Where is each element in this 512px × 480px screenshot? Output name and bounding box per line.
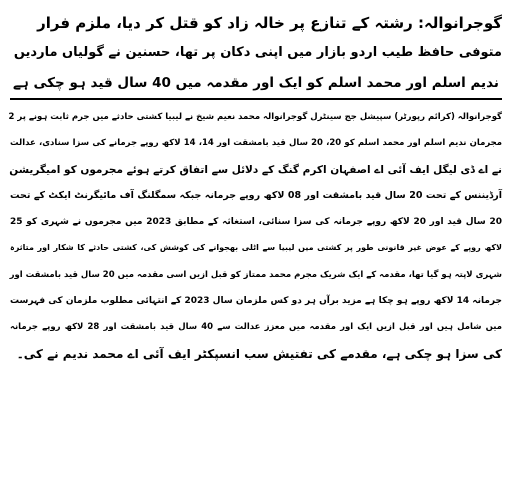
body-line: 20 سال قید اور 20 لاکھ روپے جرمانہ کی سزا سنائی، استغاثہ کے مطابق 2023 میں مجرموں نے شہری کو 25 <box>10 217 502 228</box>
headline-block <box>10 8 502 100</box>
sub-headline: ندیم اسلم اور محمد اسلم کو ایک اور مقدمہ میں 40 سال قید ہو چکی ہے <box>13 75 499 91</box>
body-line: مجرمان ندیم اسلم اور محمد اسلم کو 20، 20 سال قید بامشقت اور 14، 14 لاکھ روپے جرمانے کی سزا سنادی، عدالت <box>10 138 503 149</box>
body-line: آرڈیننس کے تحت 20 سال قید بامشقت اور 08 لاکھ روپے جرمانہ جبکہ سمگلنگ آف مائیگرنٹ ایکٹ کے تحت <box>10 189 502 201</box>
article-body <box>10 104 502 367</box>
body-line: شہری لاپتہ ہو گیا تھا، مقدمہ کے ایک شریک مجرم محمد ممتاز کو قبل ازیں اسی مقدمہ میں 20 سال قید بامشقت اور <box>9 269 502 280</box>
main-headline: گوجرانوالہ: رشتہ کے تنازع پر خالہ زاد کو قتل کر دیا، ملزم فرار <box>37 14 502 32</box>
sub-headline: متوفی حافظ طیب اردو بازار میں اپنی دکان پر تھا، حسنین نے گولیاں ماردیں <box>13 45 502 60</box>
body-line: جرمانہ 14 لاکھ روپے ہو چکا ہے مزید برآں ہر دو کس ملزمان سال 2023 کے انتہائی مطلوب ملزمان کی فہرست <box>10 296 502 307</box>
body-line: کی سزا ہو چکی ہے، مقدمے کی تفتیش سب انسپکٹر ایف آئی اے محمد ندیم نے کی۔ <box>16 346 502 361</box>
body-line: نے اے ڈی لیگل ایف آئی اے اصفہان اکرم گنگ کے دلائل سے اتفاق کرتے ہوئے مجرموں کو امیگریشن <box>9 163 502 176</box>
body-line: گوجرانوالہ (کرائم رپورٹر) سپیشل جج سینٹرل گوجرانوالہ محمد نعیم شیخ نے لیبیا کشتی حادثے میں جرم ثابت ہونے پر 2 <box>8 112 502 122</box>
body-line: میں شامل ہیں اور قبل ازیں ایک اور مقدمہ میں معزز عدالت سے 40 سال قید بامشقت اور 28 لاکھ روپے جرمانہ <box>10 322 502 333</box>
body-line: لاکھ روپے کے عوض غیر قانونی طور پر کشتی میں لیبیا سے اٹلی بھجوانے کی کوشش کی، کشتی حادثے کا شکار اور متاثرہ <box>10 243 502 253</box>
